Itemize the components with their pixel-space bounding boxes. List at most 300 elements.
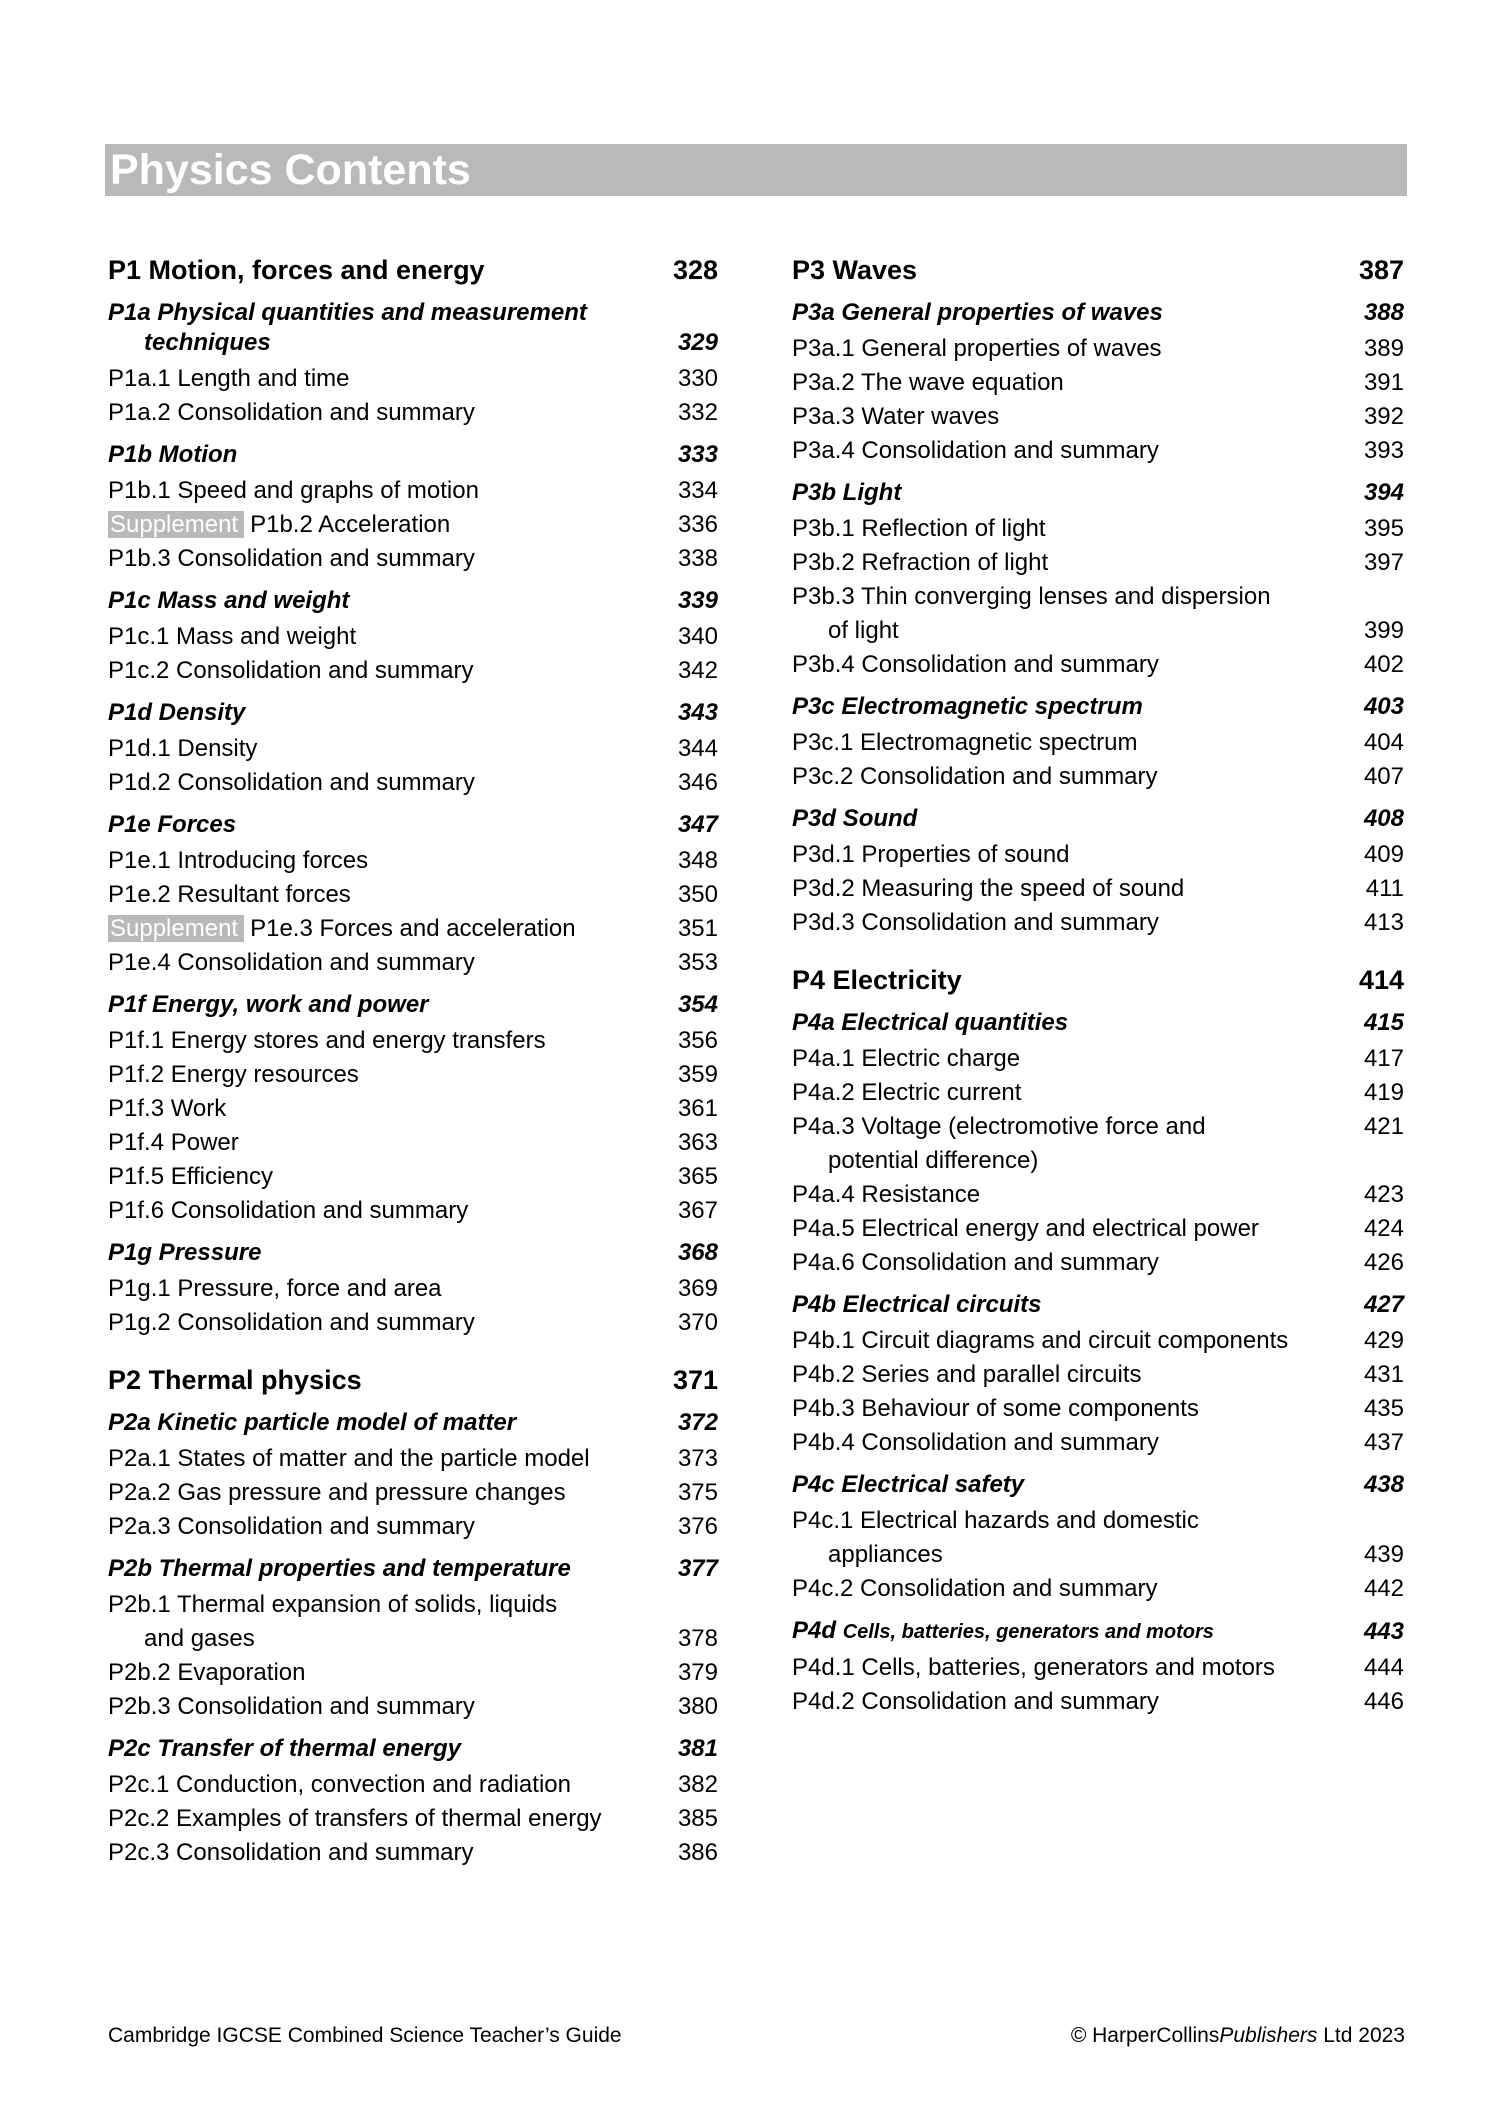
page-number: 404 — [1363, 729, 1404, 756]
section-heading — [108, 1734, 718, 1764]
footer-copyright-italic: Publishers — [1219, 2024, 1318, 2047]
page-number: 348 — [677, 847, 718, 874]
page-number: 427 — [1363, 1291, 1404, 1318]
toc-entry — [108, 1656, 718, 1690]
section-heading — [108, 1408, 718, 1438]
page-number: 443 — [1363, 1618, 1404, 1645]
page-number: 437 — [1363, 1429, 1404, 1456]
entry-label: P1b.3 Consolidation and summary — [108, 545, 475, 572]
entry-title — [108, 1768, 591, 1802]
entry-label: P2a Kinetic particle model of matter — [108, 1409, 517, 1436]
toc-entry — [108, 1510, 718, 1544]
entry-title — [792, 434, 1179, 468]
entry-label: P3 Waves — [792, 255, 918, 285]
footer-left: Cambridge IGCSE Combined Science Teacher’s Guide — [108, 2024, 622, 2047]
entry-label: P1f.6 Consolidation and summary — [108, 1197, 469, 1224]
page-number: 363 — [677, 1129, 718, 1156]
page-number: 343 — [677, 699, 718, 726]
entry-label: P3d.3 Consolidation and summary — [792, 909, 1159, 936]
entry-label: P4c.2 Consolidation and summary — [792, 1575, 1158, 1602]
page-number: 395 — [1363, 515, 1404, 542]
toc-entry — [108, 1476, 718, 1510]
entry-title — [108, 298, 607, 358]
page-number: 399 — [1363, 617, 1404, 644]
entry-label-continued: techniques — [144, 329, 271, 356]
entry-label: P3c.1 Electromagnetic spectrum — [792, 729, 1138, 756]
page-number: 439 — [1363, 1541, 1404, 1568]
entry-label-continued: potential difference) — [828, 1147, 1039, 1174]
entry-label: P1b Motion — [108, 441, 238, 468]
entry-title — [108, 1734, 481, 1764]
page-title: Physics Contents — [110, 146, 471, 194]
page-number: 388 — [1363, 299, 1404, 326]
entry-label: P3c.2 Consolidation and summary — [792, 763, 1158, 790]
page-number: 369 — [677, 1275, 718, 1302]
entry-title — [108, 1408, 536, 1438]
toc-entry — [108, 474, 718, 508]
entry-title — [108, 810, 256, 840]
entry-label: P2b.3 Consolidation and summary — [108, 1693, 475, 1720]
section-heading — [108, 1238, 718, 1268]
entry-label: P1e.4 Consolidation and summary — [108, 949, 475, 976]
contents-left-column — [108, 252, 718, 1870]
toc-entry — [792, 366, 1404, 400]
toc-entry — [108, 1092, 718, 1126]
page-number: 378 — [677, 1625, 718, 1652]
toc-entry — [792, 400, 1404, 434]
page-number: 353 — [677, 949, 718, 976]
entry-title — [792, 872, 1204, 906]
entry-label: P1a Physical quantities and measurement — [108, 299, 587, 326]
entry-label: P1e.1 Introducing forces — [108, 847, 369, 874]
entry-label: P3b.4 Consolidation and summary — [792, 651, 1159, 678]
toc-entry — [792, 1110, 1404, 1178]
page-number: 333 — [677, 441, 718, 468]
toc-entry — [792, 1042, 1404, 1076]
entry-label: P4c.1 Electrical hazards and domestic — [792, 1507, 1199, 1534]
page-number: 431 — [1363, 1361, 1404, 1388]
page-number: 356 — [677, 1027, 718, 1054]
entry-title — [792, 1392, 1219, 1426]
section-heading — [792, 1008, 1404, 1038]
entry-title — [108, 1092, 246, 1126]
supplement-badge: Supplement — [108, 915, 244, 942]
entry-label: P2c.3 Consolidation and summary — [108, 1839, 474, 1866]
toc-entry — [792, 906, 1404, 940]
entry-label-continued: and gases — [144, 1625, 255, 1652]
toc-entry — [108, 1306, 718, 1340]
toc-entry — [108, 1024, 718, 1058]
entry-title — [792, 546, 1068, 580]
entry-title — [792, 838, 1090, 872]
entry-title — [108, 1836, 494, 1870]
entry-title — [108, 1362, 362, 1398]
entry-title — [108, 620, 376, 654]
entry-title — [792, 1651, 1295, 1685]
entry-title — [792, 512, 1066, 546]
entry-label: P3b.1 Reflection of light — [792, 515, 1046, 542]
page-number: 359 — [677, 1061, 718, 1088]
page-number: 421 — [1363, 1113, 1404, 1140]
entry-label: P1e.2 Resultant forces — [108, 881, 351, 908]
page-number: 351 — [677, 915, 718, 942]
entry-label: P4a.5 Electrical energy and electrical power — [792, 1215, 1259, 1242]
entry-label: P4a.2 Electric current — [792, 1079, 1022, 1106]
part-heading — [792, 252, 1404, 288]
page-number: 365 — [677, 1163, 718, 1190]
entry-title — [792, 1042, 1040, 1076]
supplement-badge: Supplement — [108, 511, 244, 538]
section-heading — [108, 298, 718, 358]
toc-entry — [108, 1194, 718, 1228]
entry-title — [108, 1126, 259, 1160]
entry-label: P2 Thermal physics — [108, 1365, 362, 1395]
contents-right-column — [792, 252, 1404, 1719]
section-heading — [108, 810, 718, 840]
entry-label: P3a.4 Consolidation and summary — [792, 437, 1159, 464]
entry-title — [108, 1554, 591, 1584]
entry-title — [792, 648, 1179, 682]
page-number: 407 — [1363, 763, 1404, 790]
entry-title — [792, 298, 1183, 328]
part-heading — [108, 252, 718, 288]
entry-label: P3a.3 Water waves — [792, 403, 1000, 430]
entry-title — [108, 990, 449, 1020]
entry-label: P1a.1 Length and time — [108, 365, 350, 392]
page-number: 424 — [1363, 1215, 1404, 1242]
entry-label: P1d.2 Consolidation and summary — [108, 769, 475, 796]
page-number: 408 — [1363, 805, 1404, 832]
entry-title — [108, 1802, 622, 1836]
toc-entry — [792, 1358, 1404, 1392]
page-number: 417 — [1363, 1045, 1404, 1072]
entry-title — [108, 1272, 462, 1306]
entry-label: P2c.2 Examples of transfers of thermal energy — [108, 1805, 602, 1832]
entry-title — [792, 760, 1178, 794]
toc-entry — [108, 912, 718, 946]
page-number: 429 — [1363, 1327, 1404, 1354]
entry-title — [108, 1690, 495, 1724]
section-heading — [108, 990, 718, 1020]
page-number: 338 — [677, 545, 718, 572]
entry-label: P4d — [792, 1617, 837, 1644]
section-heading — [108, 1554, 718, 1584]
page-number: 386 — [677, 1839, 718, 1866]
page-number: 382 — [677, 1771, 718, 1798]
entry-label: P2c Transfer of thermal energy — [108, 1735, 462, 1762]
entry-label: P3b Light — [792, 479, 902, 506]
page-number: 354 — [677, 991, 718, 1018]
section-heading — [792, 1616, 1404, 1647]
toc-entry — [792, 546, 1404, 580]
page-number: 403 — [1363, 693, 1404, 720]
page-number: 342 — [677, 657, 718, 684]
toc-entry — [792, 726, 1404, 760]
entry-title — [108, 1058, 379, 1092]
entry-title — [108, 698, 265, 728]
toc-entry — [108, 766, 718, 800]
page-number: 377 — [677, 1555, 718, 1582]
page-number: 336 — [677, 511, 718, 538]
page-number: 438 — [1363, 1471, 1404, 1498]
entry-title — [108, 766, 495, 800]
entry-label: P4a Electrical quantities — [792, 1009, 1069, 1036]
toc-entry — [792, 872, 1404, 906]
page-number: 367 — [677, 1197, 718, 1224]
entry-label: P1g.2 Consolidation and summary — [108, 1309, 475, 1336]
entry-label: P3d.1 Properties of sound — [792, 841, 1070, 868]
toc-entry — [792, 1178, 1404, 1212]
toc-entry — [792, 1076, 1404, 1110]
entry-title — [108, 508, 470, 542]
entry-label: P2c.1 Conduction, convection and radiation — [108, 1771, 571, 1798]
entry-label: P1g Pressure — [108, 1239, 262, 1266]
page-number: 444 — [1363, 1654, 1404, 1681]
entry-title — [108, 1306, 495, 1340]
entry-label: P2b.1 Thermal expansion of solids, liquids — [108, 1591, 558, 1618]
entry-title — [108, 1588, 577, 1656]
entry-label-continued: appliances — [828, 1541, 943, 1568]
entry-title — [108, 440, 257, 470]
page-number: 414 — [1358, 965, 1404, 995]
entry-label: P1f.1 Energy stores and energy transfers — [108, 1027, 546, 1054]
part-heading — [792, 962, 1404, 998]
toc-entry — [792, 1685, 1404, 1719]
entry-label: P1c.1 Mass and weight — [108, 623, 357, 650]
toc-entry — [792, 1392, 1404, 1426]
entry-label: P1f.2 Energy resources — [108, 1061, 359, 1088]
entry-title — [108, 474, 499, 508]
entry-label: P3d Sound — [792, 805, 918, 832]
toc-entry — [792, 1426, 1404, 1460]
page-number: 409 — [1363, 841, 1404, 868]
toc-entry — [792, 1324, 1404, 1358]
entry-label: P4d.1 Cells, batteries, generators and motors — [792, 1654, 1275, 1681]
toc-entry — [792, 1246, 1404, 1280]
entry-label: P1a.2 Consolidation and summary — [108, 399, 475, 426]
page-number: 380 — [677, 1693, 718, 1720]
entry-label: P1 Motion, forces and energy — [108, 255, 485, 285]
page-number: 332 — [677, 399, 718, 426]
entry-label: P4a.3 Voltage (electromotive force and — [792, 1113, 1206, 1140]
section-heading — [108, 586, 718, 616]
page-number: 334 — [677, 477, 718, 504]
entry-title — [792, 906, 1179, 940]
page-number: 391 — [1363, 369, 1404, 396]
entry-title — [792, 1110, 1226, 1178]
entry-label: P4b.1 Circuit diagrams and circuit components — [792, 1327, 1289, 1354]
entry-label: P3a.1 General properties of waves — [792, 335, 1162, 362]
entry-title — [792, 1008, 1088, 1038]
entry-title — [108, 1510, 495, 1544]
entry-label: P4a.4 Resistance — [792, 1181, 981, 1208]
entry-title — [792, 332, 1182, 366]
page-number: 346 — [677, 769, 718, 796]
entry-title — [792, 1616, 1234, 1647]
page-number: 344 — [677, 735, 718, 762]
entry-label-rest: Cells, batteries, generators and motors — [842, 1621, 1214, 1643]
entry-label: P1d.1 Density — [108, 735, 258, 762]
toc-entry — [792, 1572, 1404, 1606]
page-number: 413 — [1363, 909, 1404, 936]
page-number: 350 — [677, 881, 718, 908]
entry-label: P4a.6 Consolidation and summary — [792, 1249, 1159, 1276]
entry-title — [108, 654, 494, 688]
toc-entry — [792, 580, 1404, 648]
page-number: 387 — [1358, 255, 1404, 285]
entry-title — [792, 478, 921, 508]
section-heading — [792, 1470, 1404, 1500]
entry-title — [792, 1358, 1162, 1392]
entry-label: P4c Electrical safety — [792, 1471, 1025, 1498]
footer-copyright-suffix: Ltd 2023 — [1317, 2024, 1405, 2047]
entry-title — [108, 1656, 325, 1690]
page-number: 402 — [1363, 651, 1404, 678]
page-number: 328 — [672, 255, 718, 285]
entry-title — [792, 1178, 1000, 1212]
entry-label: P1f Energy, work and power — [108, 991, 429, 1018]
entry-label: P4b.2 Series and parallel circuits — [792, 1361, 1142, 1388]
entry-label: P1b.2 Acceleration — [250, 511, 451, 538]
page-number: 435 — [1363, 1395, 1404, 1422]
entry-title — [108, 844, 388, 878]
page-number: 415 — [1363, 1009, 1404, 1036]
entry-title — [792, 804, 937, 834]
page-number: 411 — [1365, 875, 1404, 902]
toc-entry — [108, 844, 718, 878]
entry-label: P1f.4 Power — [108, 1129, 239, 1156]
section-heading — [792, 1290, 1404, 1320]
entry-title — [792, 726, 1157, 760]
page-number: 329 — [677, 329, 718, 356]
page-number: 379 — [677, 1659, 718, 1686]
toc-entry — [108, 1442, 718, 1476]
page-number: 381 — [677, 1735, 718, 1762]
section-heading — [108, 440, 718, 470]
toc-entry — [108, 508, 718, 542]
toc-entry — [108, 1058, 718, 1092]
entry-title — [792, 1685, 1179, 1719]
toc-entry — [792, 512, 1404, 546]
entry-label: P1d Density — [108, 699, 246, 726]
entry-title — [792, 1504, 1219, 1572]
page-number: 394 — [1363, 479, 1404, 506]
entry-title — [108, 1476, 586, 1510]
entry-label: P1e.3 Forces and acceleration — [250, 915, 576, 942]
entry-label: P1e Forces — [108, 811, 237, 838]
entry-title — [792, 1212, 1279, 1246]
page-number: 423 — [1363, 1181, 1404, 1208]
entry-label: P2a.3 Consolidation and summary — [108, 1513, 475, 1540]
page-number: 330 — [677, 365, 718, 392]
toc-entry — [792, 434, 1404, 468]
toc-entry — [108, 1768, 718, 1802]
title-bar — [105, 144, 1407, 196]
page-number: 361 — [677, 1095, 718, 1122]
entry-title — [108, 1194, 488, 1228]
toc-entry — [792, 760, 1404, 794]
page-number: 393 — [1363, 437, 1404, 464]
entry-label-continued: of light — [828, 617, 899, 644]
page-number: 372 — [677, 1409, 718, 1436]
entry-title — [108, 1442, 610, 1476]
entry-label: P3b.3 Thin converging lenses and dispersion — [792, 583, 1271, 610]
entry-label: P4 Electricity — [792, 965, 962, 995]
entry-title — [792, 1290, 1061, 1320]
toc-entry — [792, 838, 1404, 872]
entry-label: P3a General properties of waves — [792, 299, 1163, 326]
page-number: 368 — [677, 1239, 718, 1266]
page-number: 397 — [1363, 549, 1404, 576]
entry-title — [792, 400, 1019, 434]
entry-label: P3c Electromagnetic spectrum — [792, 693, 1143, 720]
page-number: 371 — [672, 1365, 718, 1395]
toc-entry — [108, 396, 718, 430]
toc-entry — [108, 1588, 718, 1656]
entry-label: P2a.2 Gas pressure and pressure changes — [108, 1479, 566, 1506]
entry-title — [792, 692, 1163, 722]
entry-title — [792, 366, 1084, 400]
page-number: 392 — [1363, 403, 1404, 430]
entry-title — [792, 1470, 1044, 1500]
entry-label: P4d.2 Consolidation and summary — [792, 1688, 1159, 1715]
entry-title — [108, 912, 596, 946]
toc-entry — [108, 1836, 718, 1870]
toc-entry — [108, 1126, 718, 1160]
entry-title — [108, 586, 369, 616]
entry-title — [792, 1246, 1179, 1280]
toc-entry — [792, 332, 1404, 366]
toc-entry — [108, 542, 718, 576]
toc-entry — [792, 1212, 1404, 1246]
entry-title — [108, 878, 371, 912]
entry-label: P2b.2 Evaporation — [108, 1659, 306, 1686]
page-number: 446 — [1363, 1688, 1404, 1715]
toc-entry — [108, 878, 718, 912]
entry-title — [108, 362, 370, 396]
entry-title — [108, 252, 485, 288]
toc-entry — [108, 1802, 718, 1836]
page-number: 442 — [1363, 1575, 1404, 1602]
entry-label: P4b.3 Behaviour of some components — [792, 1395, 1199, 1422]
entry-title — [792, 252, 917, 288]
page-number: 339 — [677, 587, 718, 614]
entry-title — [108, 1160, 293, 1194]
entry-label: P2b Thermal properties and temperature — [108, 1555, 571, 1582]
page-number: 385 — [677, 1805, 718, 1832]
entry-label: P1f.3 Work — [108, 1095, 227, 1122]
page-number: 347 — [677, 811, 718, 838]
entry-title — [108, 396, 495, 430]
entry-label: P3b.2 Refraction of light — [792, 549, 1049, 576]
entry-label: P3d.2 Measuring the speed of sound — [792, 875, 1185, 902]
toc-entry — [108, 732, 718, 766]
entry-title — [108, 542, 495, 576]
section-heading — [792, 298, 1404, 328]
toc-entry — [108, 1160, 718, 1194]
entry-label: P1g.1 Pressure, force and area — [108, 1275, 442, 1302]
page-number: 370 — [677, 1309, 718, 1336]
entry-label: P4a.1 Electric charge — [792, 1045, 1021, 1072]
footer-copyright-prefix: © HarperCollins — [1070, 2024, 1220, 2047]
section-heading — [792, 692, 1404, 722]
entry-title — [792, 1572, 1178, 1606]
entry-title — [792, 580, 1291, 648]
entry-title — [792, 1426, 1179, 1460]
entry-label: P3a.2 The wave equation — [792, 369, 1064, 396]
entry-label: P4b Electrical circuits — [792, 1291, 1042, 1318]
page-number: 376 — [677, 1513, 718, 1540]
